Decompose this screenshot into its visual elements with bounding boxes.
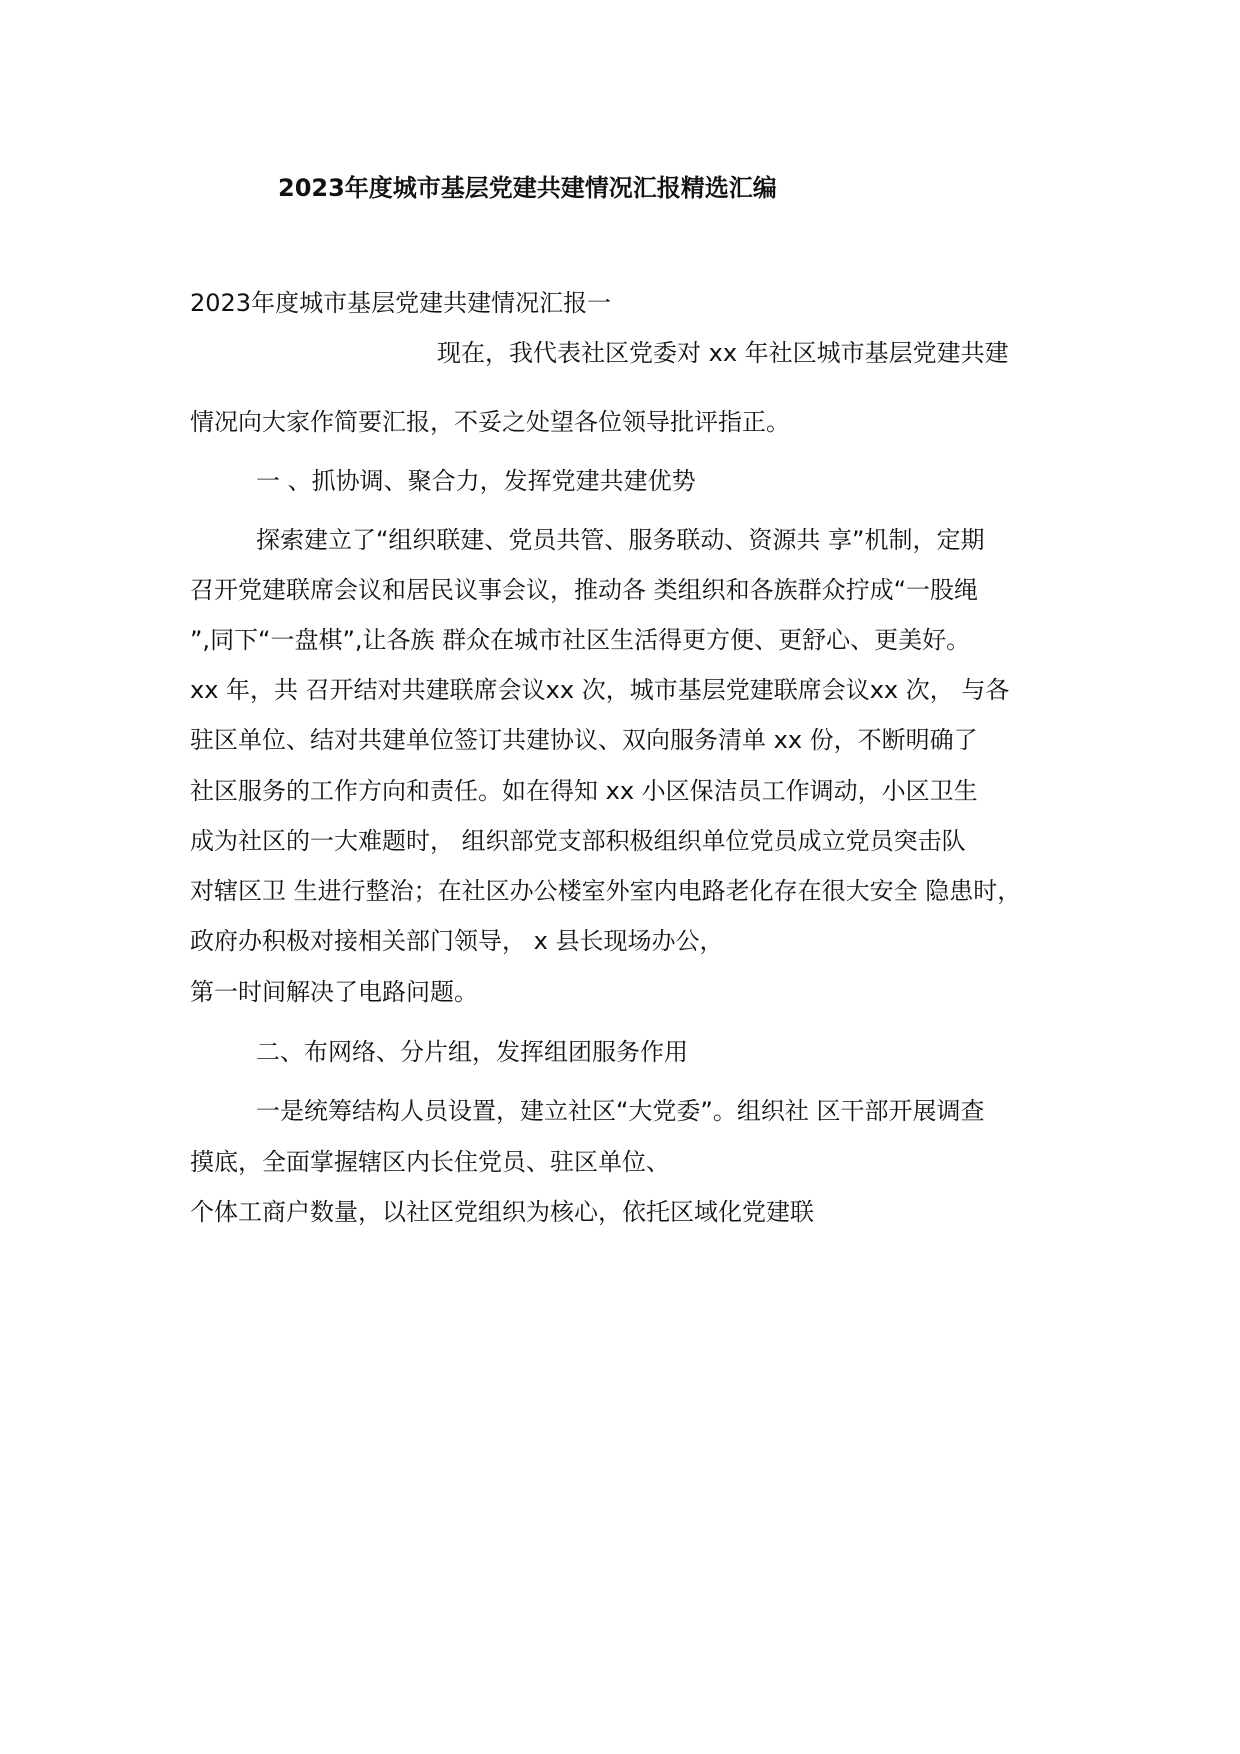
paragraph-line: 一是统筹结构人员设置，建立社区“大党委”。组织社 区干部开展调查 bbox=[256, 1097, 985, 1125]
paragraph-line: 情况向大家作简要汇报，不妥之处望各位领导批评指正。 bbox=[190, 408, 790, 436]
paragraph-line: ”,同下“一盘棋”,让各族 群众在城市社区生活得更方便、更舒心、更美好。 bbox=[190, 626, 971, 654]
document-title: 2023年度城市基层党建共建情况汇报精选汇编 bbox=[278, 174, 777, 202]
paragraph-line: 摸底，全面掌握辖区内长住党员、驻区单位、 bbox=[190, 1148, 670, 1176]
paragraph-line: xx 年，共 召开结对共建联席会议xx 次，城市基层党建联席会议xx 次， 与各 bbox=[190, 676, 1010, 704]
paragraph-line: 探索建立了“组织联建、党员共管、服务联动、资源共 享”机制，定期 bbox=[256, 526, 985, 554]
paragraph-line: 成为社区的一大难题时， 组织部党支部积极组织单位党员成立党员突击队 bbox=[190, 827, 966, 855]
paragraph-line: 召开党建联席会议和居民议事会议，推动各 类组织和各族群众拧成“一股绳 bbox=[190, 576, 979, 604]
paragraph-line: 社区服务的工作方向和责任。如在得知 xx 小区保洁员工作调动，小区卫生 bbox=[190, 777, 978, 805]
paragraph-line: 政府办积极对接相关部门领导， x 县长现场办公， bbox=[190, 927, 724, 955]
section-heading: 二、布网络、分片组，发挥组团服务作用 bbox=[256, 1038, 688, 1066]
paragraph-line: 对辖区卫 生进行整治；在社区办公楼室外室内电路老化存在很大安全 隐患时， bbox=[190, 877, 1022, 905]
paragraph-line: 现在，我代表社区党委对 xx 年社区城市基层党建共建 bbox=[437, 339, 1009, 367]
section-heading: 一 、抓协调、聚合力，发挥党建共建优势 bbox=[256, 467, 696, 495]
paragraph-line: 第一时间解决了电路问题。 bbox=[190, 978, 478, 1006]
paragraph-line: 个体工商户数量，以社区党组织为核心，依托区域化党建联 bbox=[190, 1198, 814, 1226]
paragraph-line: 驻区单位、结对共建单位签订共建协议、双向服务清单 xx 份，不断明确了 bbox=[190, 726, 978, 754]
report-subtitle: 2023年度城市基层党建共建情况汇报一 bbox=[190, 289, 612, 317]
